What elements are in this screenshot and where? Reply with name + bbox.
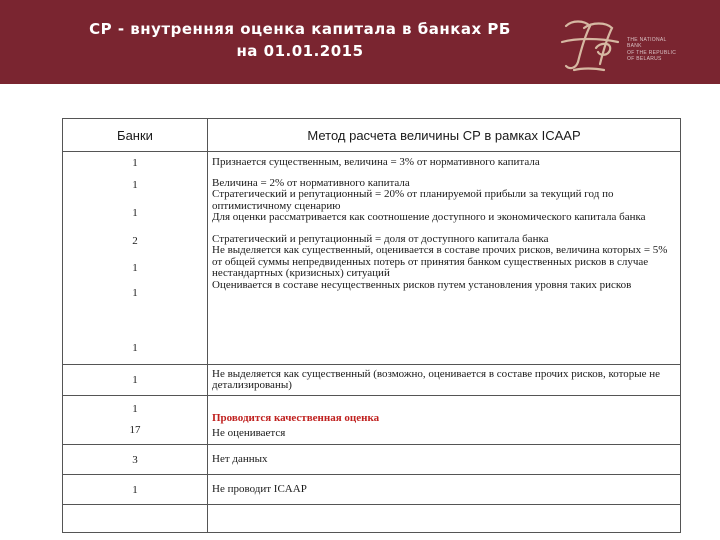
table-row: 1 Не выделяется как существенный (возможно, оценивается в составе прочих рисков, которые не детализированы) [63,365,681,396]
slide-header [0,0,720,84]
capital-assessment-table [62,118,681,533]
table-row [63,152,681,365]
title-line-2: на 01.01.2015 [236,42,364,60]
title-line-1: СР - внутренняя оценка капитала в банках РБ [89,20,511,38]
table-row-empty [63,505,681,533]
table-row: 3 Нет данных [63,445,681,475]
method-text-stack: Проводится качественная оценка Не оценивается [208,396,681,445]
bank-count-stack: 1 17 [63,396,208,445]
method-text-stack: Признается существенным, величина = 3% от нормативного капитала Величина = 2% от нормативного капитала Стратегический и репутационный = 20% от планируемой прибыли за текущий год по оптимистичному сценарию Для оценки рассматривается как соотношение доступного и экономического капитала банка Стратегический и репутационный = доля от доступного капитала банка Не выделяется как существенный, оценивается в составе прочих рисков, величина которых = 5% от общей суммы непредвиденных потерь от принятия банком существенных рисков в случае нестандартных (кризисных) ситуаций Оценивается в составе несущественных рисков путем установления уровня таких рисков [208,152,681,365]
logo-text: THE NATIONAL BANK OF THE REPUBLIC OF BELARUS [627,37,677,62]
table-row [63,396,681,445]
table-row: 1 Не проводит ICAAP [63,475,681,505]
table-header-row [63,119,681,152]
slide-title [60,18,540,62]
header-banks: Банки [63,119,208,152]
national-bank-monogram-icon [556,12,622,74]
bank-count-stack: 1 1 1 2 1 1 1 [63,152,208,365]
qualitative-assessment-text: Проводится качественная оценка [212,412,380,424]
header-method: Метод расчета величины СР в рамках ICAAP [208,119,681,152]
